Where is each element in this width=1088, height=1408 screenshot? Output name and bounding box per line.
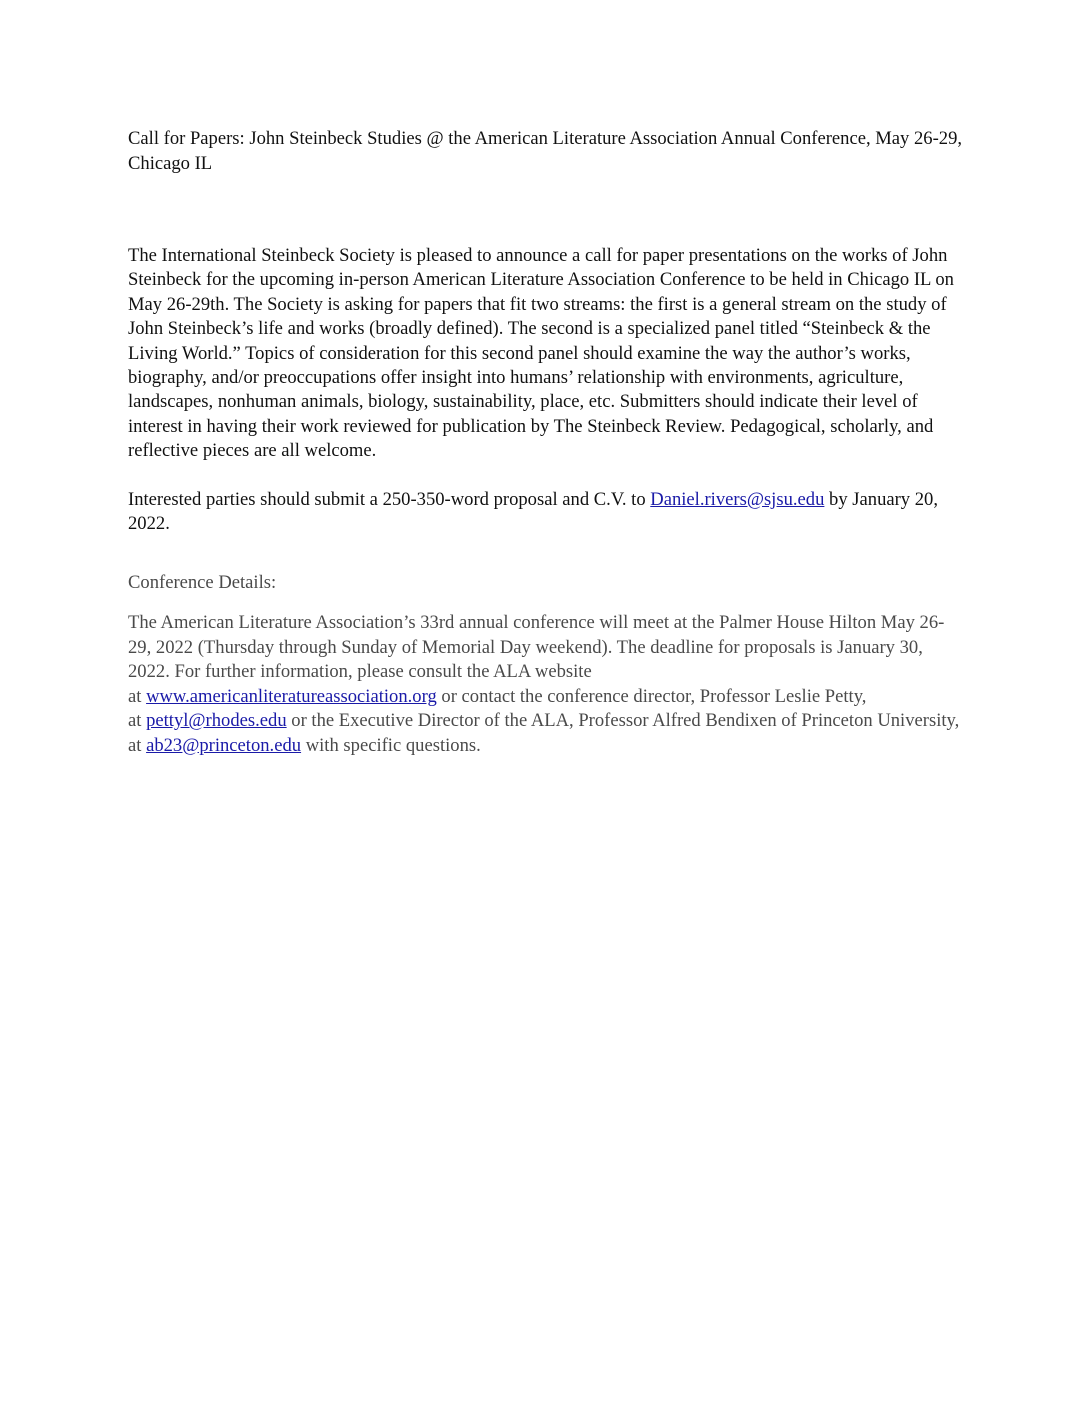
- intro-paragraph: The International Steinbeck Society is pleased to announce a call for paper presentations on the works of John Steinbeck for the upcoming in-person American Literature Association Conference to be held in Chicago IL on May 26-29th. The Society is asking for papers that fit two streams: the first is a general stream on the study of John Steinbeck’s life and works (broadly defined). The second is a specialized panel titled “Steinbeck & the Living World.” Topics of consideration for this second panel should examine the way the author’s works, biography, and/or preoccupations offer insight into humans’ relationship with environments, agriculture, landscapes, nonhuman animals, biology, sustainability, place, etc. Submitters should indicate their level of interest in having their work reviewed for publication by The Steinbeck Review. Pedagogical, scholarly, and reflective pieces are all welcome.: [128, 245, 954, 462]
- document-page: [128, 127, 964, 758]
- details-text-3: or the Executive Director of the ALA, Professor Alfred Bendixen of Princeton University, at: [128, 710, 960, 756]
- details-at-1: at: [128, 685, 147, 707]
- submission-text-after: by January 20, 2022.: [128, 488, 938, 535]
- details-at-2: at: [128, 710, 147, 732]
- executive-director-email-link[interactable]: ab23@princeton.edu: [146, 734, 302, 756]
- details-text-2: or contact the conference director, Professor Leslie Petty,: [436, 685, 867, 707]
- conference-details-heading: Conference Details:: [128, 572, 277, 594]
- submission-text-before: Interested parties should submit a 250-350-word proposal and C.V. to: [128, 488, 651, 510]
- director-email-link[interactable]: pettyl@rhodes.edu: [146, 710, 287, 732]
- submission-paragraph: [128, 488, 964, 537]
- details-text-1: The American Literature Association’s 33rd annual conference will meet at the Palmer House Hilton May 26-29, 2022 (Thursday through Sunday of Memorial Day weekend). The deadline for proposals is January 30, 2022. For further information, please consult the ALA website: [128, 612, 945, 683]
- conference-details-paragraph: [128, 611, 964, 757]
- document-title: Call for Papers: John Steinbeck Studies @ the American Literature Association Annual Conference, May 26-29, Chicago IL: [128, 128, 963, 174]
- submission-email-link[interactable]: Daniel.rivers@sjsu.edu: [650, 488, 825, 510]
- ala-website-link[interactable]: www.americanliteratureassociation.org: [146, 685, 437, 707]
- details-text-4: with specific questions.: [301, 734, 481, 756]
